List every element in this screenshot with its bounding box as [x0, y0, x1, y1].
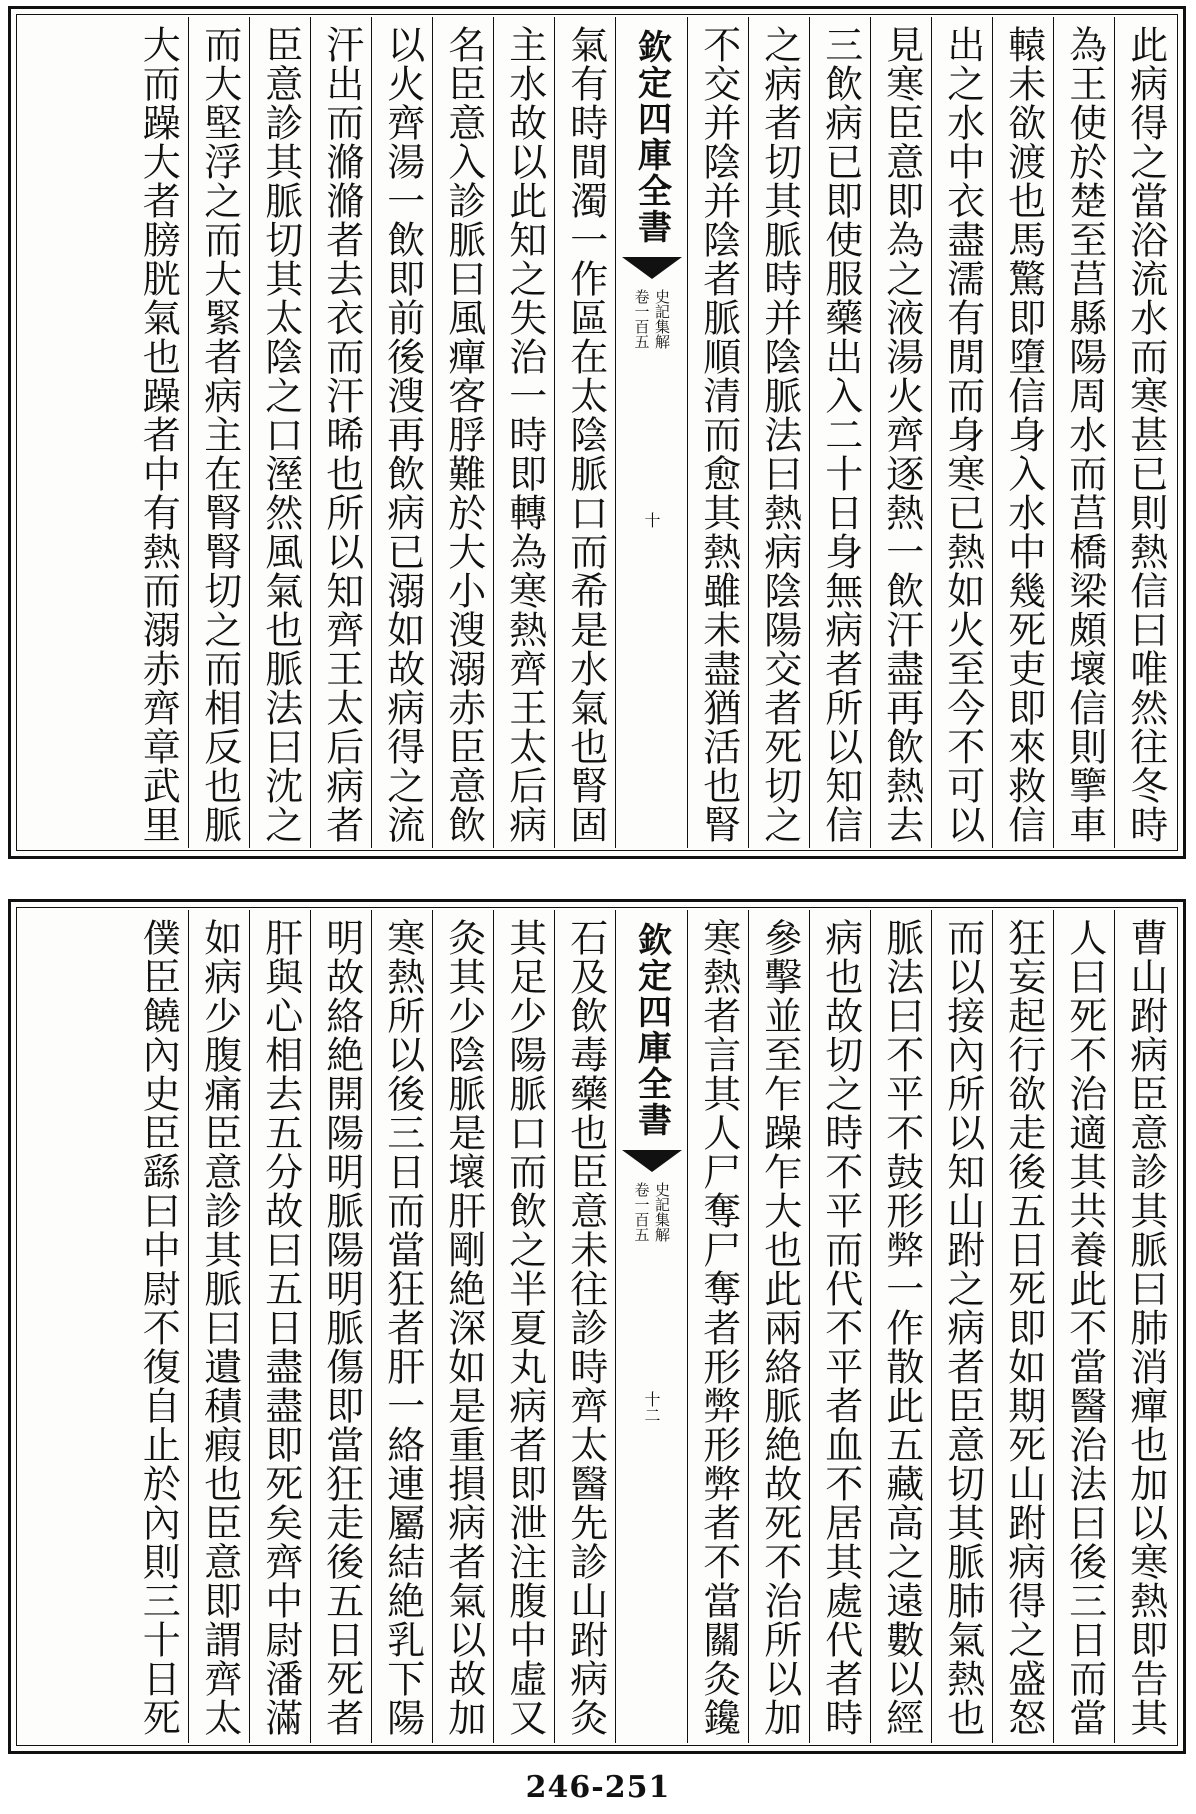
text-column: 之病者切其脈時并陰脈法曰熱病陰陽交者死切之: [748, 17, 809, 848]
text-column: 汗出而滫滫者去衣而汗晞也所以知齊王太后病者: [310, 17, 371, 848]
text-column: 脈法曰不平不鼓形弊一作散此五藏高之遠數以經: [870, 910, 931, 1743]
text-column: 見寒臣意即為之液湯火齊逐熱一飲汗盡再飲熱去: [870, 17, 931, 848]
text-column: 主水故以此知之失治一時即轉為寒熱齊王太后病: [493, 17, 554, 848]
text-column: 人曰死不治適其共養此不當醫治法曰後三日而當: [1053, 910, 1114, 1743]
folio-number: 十: [642, 512, 661, 528]
upper-page: [8, 6, 1186, 859]
folio-number: 十二: [642, 1391, 661, 1423]
text-column: 大而躁大者膀胱氣也躁者中有熱而溺赤齊章武里: [136, 25, 181, 844]
book-title: 欽定四庫全書: [631, 922, 672, 1138]
text-column: 僕臣饒內史臣繇曰中尉不復自止於內則三十日死: [136, 918, 181, 1737]
chapter-label: 史記集解 卷一百五: [632, 1182, 671, 1242]
fish-tail-mark: [622, 257, 682, 279]
text-column: 肝與心相去五分故曰五日盡盡即死矣齊中尉潘滿: [249, 910, 310, 1743]
lower-page: [8, 899, 1186, 1754]
text-column: 為王使於楚至莒縣陽周水而莒橋梁頗壞信則擥車: [1053, 17, 1114, 848]
center-fold: [615, 910, 687, 1743]
text-column: 明故絡絶開陽明脈陽明脈傷即當狂走後五日死者: [310, 910, 371, 1743]
text-column: 如病少腹痛臣意診其脈曰遺積瘕也臣意即謂齊太: [188, 910, 249, 1743]
text-column: 曹山跗病臣意診其脈曰肺消癉也加以寒熱即告其: [1114, 910, 1175, 1743]
text-column: 而大堅浮之而大緊者病主在腎腎切之而相反也脈: [188, 17, 249, 848]
page-range-footer: 246-251: [525, 1770, 671, 1805]
text-column: 寒熱者言其人尸奪尸奪者形弊形弊者不當關灸鑱: [687, 910, 748, 1743]
text-column: 出之水中衣盡濡有閒而身寒已熱如火至今不可以: [931, 17, 992, 848]
text-column: 臣意診其脈切其太陰之口溼然風氣也脈法曰沈之: [249, 17, 310, 848]
text-column: 三飲病已即使服藥出入二十日身無病者所以知信: [809, 17, 870, 848]
text-column: 名臣意入診脈曰風癉客脬難於大小溲溺赤臣意飲: [432, 17, 493, 848]
fish-tail-mark: [622, 1150, 682, 1172]
chapter-label: 史記集解 卷一百五: [632, 289, 671, 349]
book-title: 欽定四庫全書: [631, 29, 672, 245]
center-fold: [615, 17, 687, 848]
text-column: 寒熱所以後三日而當狂者肝一絡連屬結絶乳下陽: [371, 910, 432, 1743]
text-column: 此病得之當浴流水而寒甚已則熱信曰唯然往冬時: [1114, 17, 1175, 848]
text-column: 轅未欲渡也馬驚即墮信身入水中幾死吏即來救信: [992, 17, 1053, 848]
text-column: 其足少陽脈口而飲之半夏丸病者即泄注腹中虛又: [493, 910, 554, 1743]
text-column: 參擊並至乍躁乍大也此兩絡脈絶故死不治所以加: [748, 910, 809, 1743]
text-column: 以火齊湯一飲即前後溲再飲病已溺如故病得之流: [371, 17, 432, 848]
text-column: 氣有時間濁一作區在太陰脈口而希是水氣也腎固: [554, 17, 615, 848]
text-column: 而以接內所以知山跗之病者臣意切其脈肺氣熱也: [931, 910, 992, 1743]
text-column: 灸其少陰脈是壞肝剛絶深如是重損病者氣以故加: [432, 910, 493, 1743]
text-column: 石及飲毒藥也臣意未往診時齊太醫先診山跗病灸: [554, 910, 615, 1743]
text-column: 不交并陰并陰者脈順清而愈其熱雖未盡猶活也腎: [687, 17, 748, 848]
text-column: 病也故切之時不平而代不平者血不居其處代者時: [809, 910, 870, 1743]
text-column: 狂妄起行欲走後五日死即如期死山跗病得之盛怒: [992, 910, 1053, 1743]
